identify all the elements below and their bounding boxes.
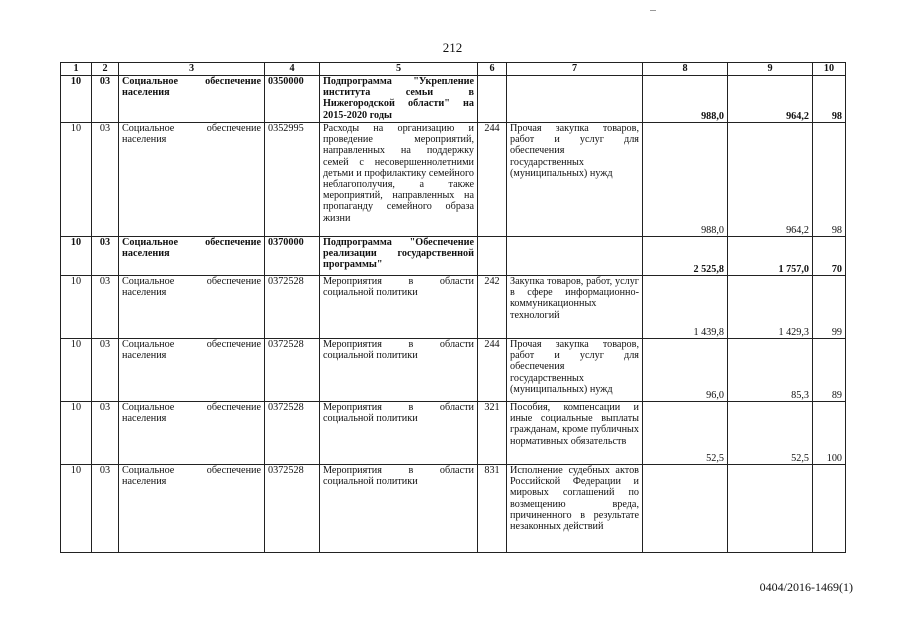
expense-type-code: 831: [478, 465, 507, 553]
execution-percent: 70: [813, 237, 846, 276]
section-code: 10: [61, 339, 92, 402]
table-row: [61, 123, 846, 237]
subsection-code: 03: [92, 237, 119, 276]
section-code: 10: [61, 123, 92, 237]
execution-percent: [813, 465, 846, 553]
target-article: 0350000: [265, 76, 320, 123]
header-cell-8: 8: [643, 63, 728, 76]
header-cell-6: 6: [478, 63, 507, 76]
executed-amount: [728, 465, 813, 553]
planned-amount: 96,0: [643, 339, 728, 402]
expense-type-name: Закупка товаров, работ, услуг в сфере информационно-коммуникационных технологий: [507, 276, 643, 339]
expense-type-code: [478, 237, 507, 276]
header-cell-9: 9: [728, 63, 813, 76]
executed-amount: 964,2: [728, 123, 813, 237]
execution-percent: 99: [813, 276, 846, 339]
executed-amount: 1 757,0: [728, 237, 813, 276]
planned-amount: 988,0: [643, 123, 728, 237]
table-row: [61, 402, 846, 465]
section-code: 10: [61, 76, 92, 123]
section-code: 10: [61, 465, 92, 553]
planned-amount: 1 439,8: [643, 276, 728, 339]
scan-mark: [650, 10, 656, 11]
section-name: Социальное обеспечение населения: [119, 76, 265, 123]
table-row: [61, 339, 846, 402]
expense-type-code: [478, 76, 507, 123]
planned-amount: 52,5: [643, 402, 728, 465]
article-name: Расходы на организацию и проведение мероприятий, направленных на поддержку семей с несовершеннолетними детьми и профилактику семейного неблагополучия, а также мероприятий, направленных на пропаганду семейного образа жизни: [320, 123, 478, 237]
target-article: 0370000: [265, 237, 320, 276]
header-cell-10: 10: [813, 63, 846, 76]
subsection-code: 03: [92, 402, 119, 465]
section-code: 10: [61, 402, 92, 465]
target-article: 0372528: [265, 276, 320, 339]
execution-percent: 98: [813, 123, 846, 237]
expense-type-name: [507, 237, 643, 276]
section-name: Социальное обеспечение населения: [119, 465, 265, 553]
section-name: Социальное обеспечение населения: [119, 276, 265, 339]
expense-type-code: 321: [478, 402, 507, 465]
execution-percent: 98: [813, 76, 846, 123]
executed-amount: 85,3: [728, 339, 813, 402]
section-code: 10: [61, 276, 92, 339]
subsection-code: 03: [92, 76, 119, 123]
planned-amount: [643, 465, 728, 553]
header-cell-5: 5: [320, 63, 478, 76]
header-cell-1: 1: [61, 63, 92, 76]
target-article: 0352995: [265, 123, 320, 237]
execution-percent: 89: [813, 339, 846, 402]
target-article: 0372528: [265, 465, 320, 553]
subsection-code: 03: [92, 465, 119, 553]
expense-type-code: 242: [478, 276, 507, 339]
article-name: Мероприятия в области социальной политики: [320, 402, 478, 465]
section-name: Социальное обеспечение населения: [119, 339, 265, 402]
section-name: Социальное обеспечение населения: [119, 402, 265, 465]
header-cell-3: 3: [119, 63, 265, 76]
section-name: Социальное обеспечение населения: [119, 237, 265, 276]
budget-table: [60, 62, 846, 553]
executed-amount: 964,2: [728, 76, 813, 123]
header-cell-2: 2: [92, 63, 119, 76]
table-row: [61, 237, 846, 276]
header-cell-7: 7: [507, 63, 643, 76]
article-name: Подпрограмма "Укрепление института семьи в Нижегородской области" на 2015-2020 годы: [320, 76, 478, 123]
header-cell-4: 4: [265, 63, 320, 76]
subsection-code: 03: [92, 339, 119, 402]
target-article: 0372528: [265, 339, 320, 402]
table-row: [61, 465, 846, 553]
expense-type-name: Прочая закупка товаров, работ и услуг для обеспечения государственных (муниципальных) нужд: [507, 339, 643, 402]
article-name: Мероприятия в области социальной политики: [320, 465, 478, 553]
article-name: Подпрограмма "Обеспечение реализации государственной программы": [320, 237, 478, 276]
planned-amount: 988,0: [643, 76, 728, 123]
executed-amount: 1 429,3: [728, 276, 813, 339]
header-row: [61, 63, 846, 76]
executed-amount: 52,5: [728, 402, 813, 465]
article-name: Мероприятия в области социальной политики: [320, 276, 478, 339]
expense-type-name: Пособия, компенсации и иные социальные выплаты гражданам, кроме публичных нормативных обязательств: [507, 402, 643, 465]
execution-percent: 100: [813, 402, 846, 465]
expense-type-name: Прочая закупка товаров, работ и услуг для обеспечения государственных (муниципальных) нужд: [507, 123, 643, 237]
expense-type-name: Исполнение судебных актов Российской Федерации и мировых соглашений по возмещению вреда, причиненного в результате незаконных действий: [507, 465, 643, 553]
expense-type-code: 244: [478, 339, 507, 402]
target-article: 0372528: [265, 402, 320, 465]
table-row: [61, 276, 846, 339]
document-code: 0404/2016-1469(1): [759, 580, 853, 594]
article-name: Мероприятия в области социальной политики: [320, 339, 478, 402]
planned-amount: 2 525,8: [643, 237, 728, 276]
table-row: [61, 76, 846, 123]
section-name: Социальное обеспечение населения: [119, 123, 265, 237]
expense-type-code: 244: [478, 123, 507, 237]
subsection-code: 03: [92, 276, 119, 339]
subsection-code: 03: [92, 123, 119, 237]
section-code: 10: [61, 237, 92, 276]
page-number: 212: [442, 40, 463, 55]
expense-type-name: [507, 76, 643, 123]
